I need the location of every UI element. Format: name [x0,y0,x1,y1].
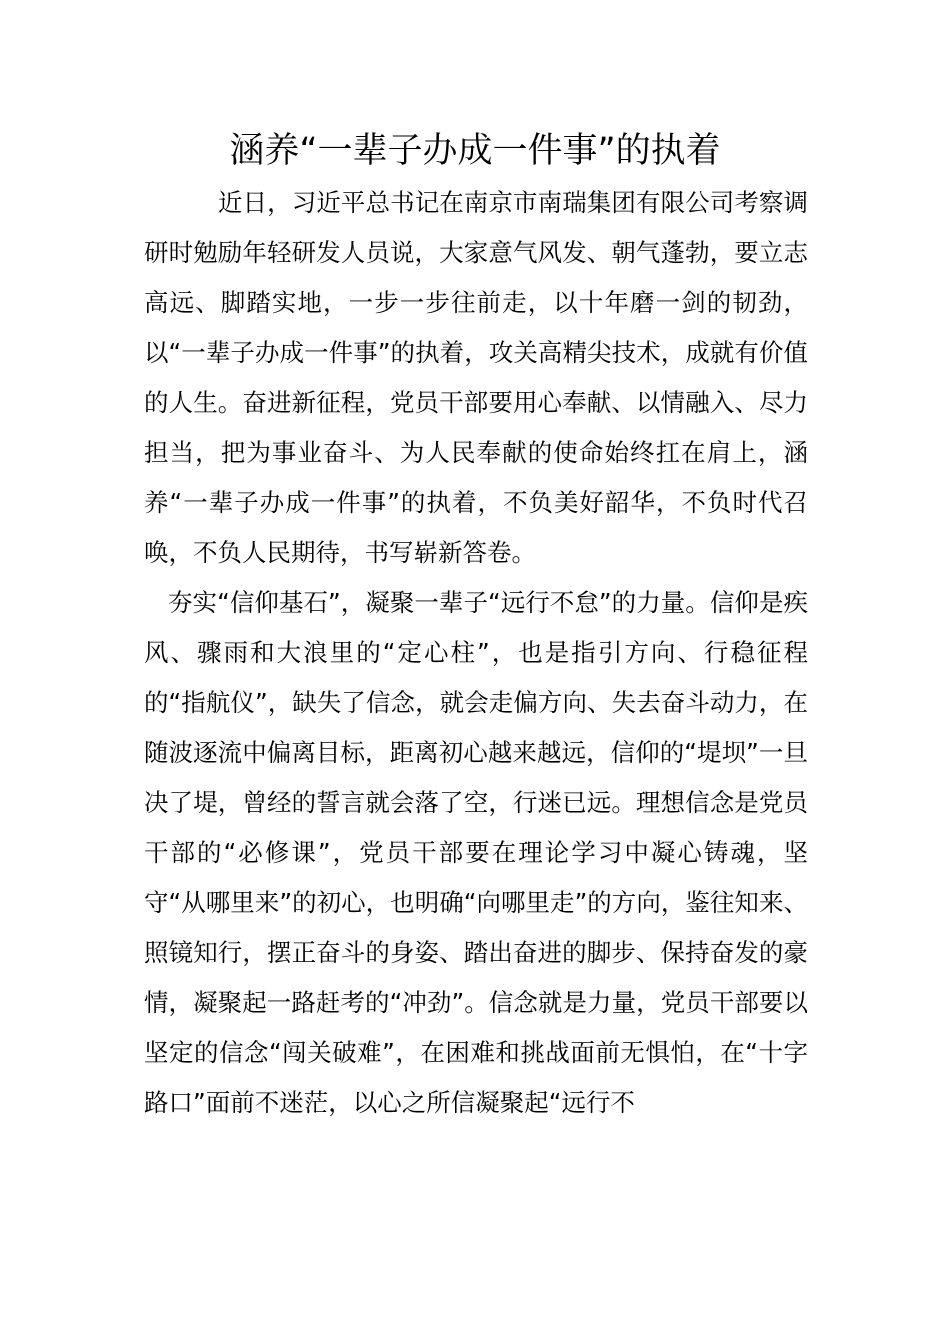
document-title: 涵养“一辈子办成一件事”的执着 [229,131,721,171]
document-body [144,178,808,1128]
paragraph-1: 近日，习近平总书记在南京市南瑞集团有限公司考察调研时勉励年轻研发人员说，大家意气风发、朝气蓬勃，要立志高远、脚踏实地，一步一步往前走，以十年磨一剑的韧劲，以“一辈子办成一件事”的执着，攻关高精尖技术，成就有价值的人生。奋进新征程，党员干部要用心奉献、以情融入、尽力担当，把为事业奋斗、为人民奉献的使命始终扛在肩上，涵养“一辈子办成一件事”的执着，不负美好韶华，不负时代召唤，不负人民期待，书写崭新答卷。 [144,188,808,567]
paragraph-2: 夯实“信仰基石”，凝聚一辈子“远行不怠”的力量。信仰是疾风、骤雨和大浪里的“定心柱”，也是指引方向、行稳征程的“指航仪”，缺失了信念，就会走偏方向、失去奋斗动力，在随波逐流中偏离目标，距离初心越来越远，信仰的“堤坝”一旦决了堤，曾经的誓言就会落了空，行迷已远。理想信念是党员干部的“必修课”，党员干部要在理论学习中凝心铸魂，坚守“从哪里来”的初心，也明确“向哪里走”的方向，鉴往知来、照镜知行，摆正奋斗的身姿、踏出奋进的脚步、保持奋发的豪情，凝聚起一路赶考的“冲劲”。信念就是力量，党员干部要以坚定的信念“闯关破难”，在困难和挑战面前无惧怕，在“十字路口”面前不迷茫，以心之所信凝聚起“远行不 [144,588,808,1117]
